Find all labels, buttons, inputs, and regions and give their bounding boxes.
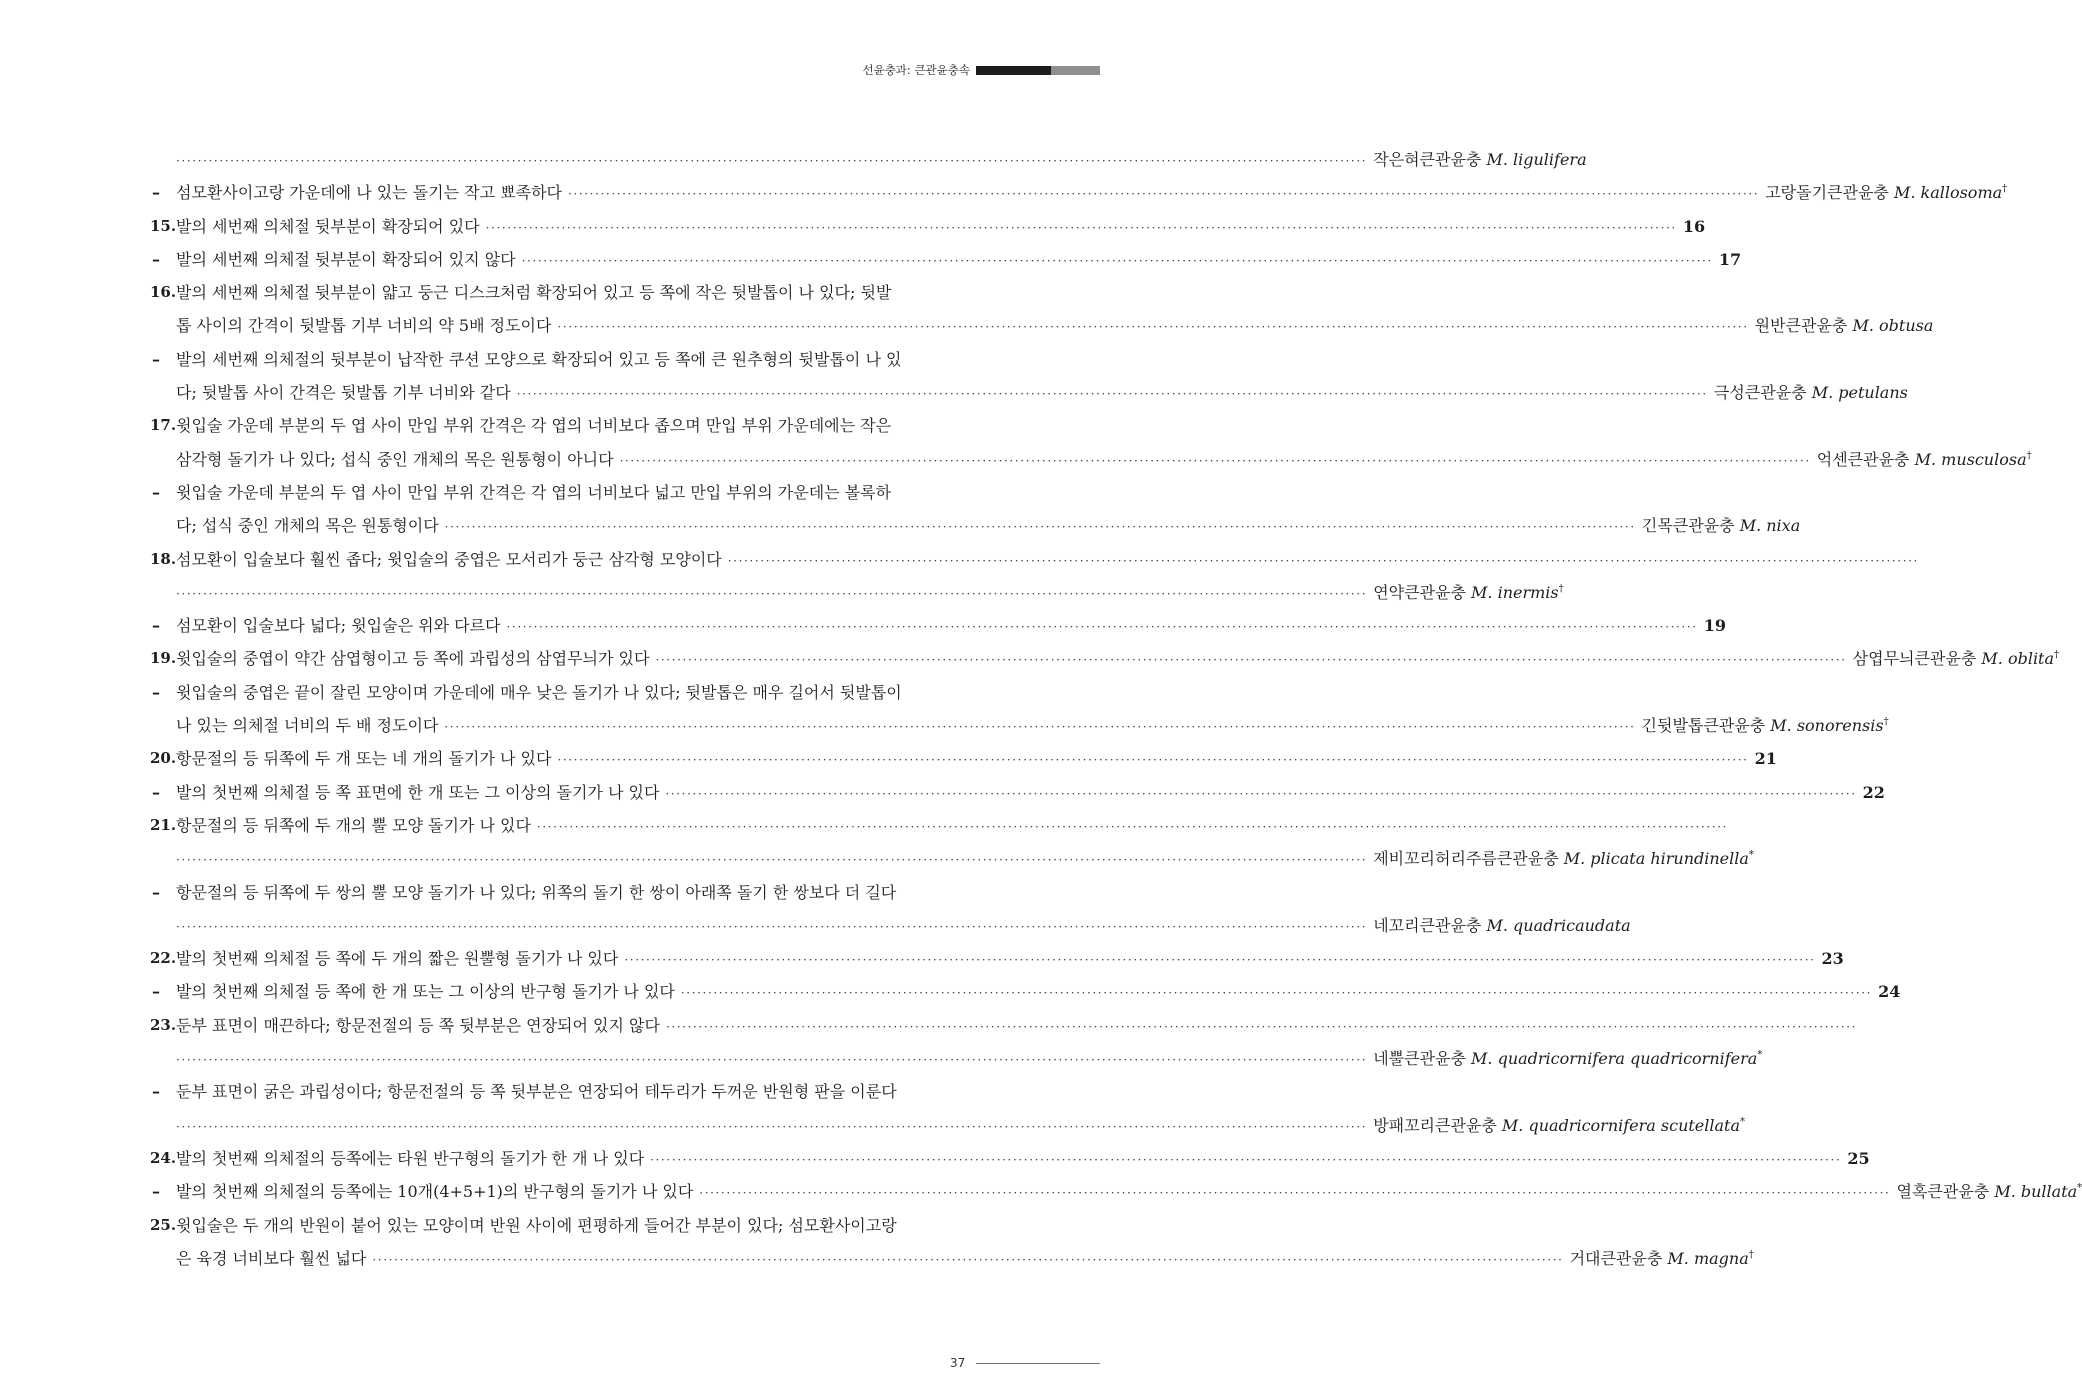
scientific-name: M. plicata hirundinella bbox=[1563, 849, 1749, 869]
key-text: 윗입술은 두 개의 반원이 붙어 있는 모양이며 반원 사이에 편평하게 들어간 부분이 있다; 섬모환사이고랑 bbox=[176, 1215, 897, 1235]
key-line bbox=[150, 276, 976, 309]
leader-dots: ···························································································································································································································· bbox=[516, 387, 1708, 402]
species-result bbox=[1765, 176, 2007, 209]
key-line bbox=[150, 576, 1564, 609]
page-number: 37 bbox=[950, 1356, 966, 1370]
leader-dots: ···························································································································································································································· bbox=[444, 720, 1636, 735]
key-text: 섬모환이 입술보다 훨씬 좁다; 윗입술의 중엽은 모서리가 둥근 삼각형 모양이다 bbox=[176, 549, 722, 569]
key-text: 발의 세번째 의체절 뒷부분이 확장되어 있지 않다 bbox=[176, 249, 516, 269]
key-line bbox=[150, 1209, 976, 1242]
leader-dots: ···························································································································································································································· bbox=[521, 253, 1713, 268]
scientific-name: M. kallosoma bbox=[1893, 183, 2003, 203]
status-mark: * bbox=[1748, 849, 1754, 861]
scientific-name: M. ligulifera bbox=[1486, 150, 1587, 169]
couplet-alt-marker: – bbox=[152, 782, 160, 802]
key-line bbox=[150, 609, 1726, 642]
couplet-link: 19 bbox=[1703, 616, 1726, 636]
key-line bbox=[150, 1109, 1746, 1142]
couplet-alt-marker: – bbox=[152, 982, 160, 1002]
leader-dots: ···························································································································································································································· bbox=[624, 953, 1816, 968]
key-line bbox=[150, 776, 1885, 809]
couplet-number: 19. bbox=[150, 649, 177, 668]
couplet-number: 25. bbox=[150, 1215, 177, 1234]
key-line bbox=[150, 909, 1631, 942]
couplet-number: 15. bbox=[150, 216, 177, 235]
couplet-link: 17 bbox=[1718, 249, 1742, 269]
scientific-name: M. petulans bbox=[1811, 383, 1908, 403]
couplet-link: 24 bbox=[1878, 982, 1901, 1002]
key-line bbox=[150, 1142, 1870, 1175]
key-text: 발의 세번째 의체절 뒷부분이 확장되어 있다 bbox=[176, 216, 480, 236]
key-text: 항문절의 등 뒤쪽에 두 개 또는 네 개의 돌기가 나 있다 bbox=[176, 749, 552, 769]
key-text: 발의 첫번째 의체절 등 쪽에 두 개의 짧은 원뿔형 돌기가 나 있다 bbox=[176, 949, 619, 969]
couplet-number: 21. bbox=[150, 815, 177, 834]
leader-dots: ···························································································································································································································· bbox=[568, 187, 1760, 202]
leader-dots: ···························································································································································································································· bbox=[655, 653, 1847, 668]
couplet-link: 16 bbox=[1682, 216, 1706, 236]
species-result bbox=[1373, 1042, 1762, 1075]
couplet-alt-marker: – bbox=[152, 882, 160, 902]
korean-name: 열혹큰관윤충 bbox=[1896, 1182, 1995, 1202]
key-line bbox=[150, 243, 1742, 276]
leader-dots: ···························································································································································································································· bbox=[536, 819, 1729, 834]
leader-dots: ···························································································································································································································· bbox=[680, 986, 1873, 1001]
key-line bbox=[150, 1242, 1754, 1275]
couplet-number: 16. bbox=[150, 283, 177, 302]
species-result bbox=[1755, 309, 1934, 342]
footer-rule bbox=[976, 1363, 1100, 1364]
species-result bbox=[1570, 1242, 1754, 1275]
korean-name: 긴뒷발톱큰관윤충 bbox=[1641, 716, 1771, 736]
species-result bbox=[1373, 909, 1630, 942]
leader-dots: ···························································································································································································································· bbox=[176, 1053, 1368, 1068]
key-line bbox=[150, 176, 2008, 209]
couplet-alt-marker: – bbox=[152, 682, 160, 702]
species-result bbox=[1896, 1175, 2082, 1208]
key-text: 항문절의 등 뒤쪽에 두 쌍의 뿔 모양 돌기가 나 있다; 위쪽의 돌기 한 쌍이 아래쪽 돌기 한 쌍보다 더 길다 bbox=[176, 882, 897, 902]
scientific-name: M. quadricornifera quadricornifera bbox=[1471, 1049, 1758, 1069]
key-text: 발의 첫번째 의체절 등 쪽에 한 개 또는 그 이상의 반구형 돌기가 나 있다 bbox=[176, 982, 675, 1002]
key-line bbox=[150, 709, 1889, 742]
key-line bbox=[150, 343, 976, 376]
running-header bbox=[0, 62, 1100, 78]
korean-name: 억센큰관윤충 bbox=[1816, 449, 1915, 469]
key-line bbox=[150, 1075, 976, 1108]
korean-name: 제비꼬리허리주름큰관윤충 bbox=[1373, 849, 1564, 869]
key-line bbox=[150, 876, 976, 909]
leader-dots: ···························································································································································································································· bbox=[176, 919, 1368, 934]
key-line bbox=[150, 942, 1844, 975]
korean-name: 방패꼬리큰관윤충 bbox=[1373, 1115, 1502, 1135]
status-mark: * bbox=[1757, 1049, 1763, 1061]
key-text: 섬모환사이고랑 가운데에 나 있는 돌기는 작고 뾰족하다 bbox=[176, 183, 563, 203]
leader-dots: ···························································································································································································································· bbox=[506, 620, 1698, 635]
leader-dots: ···························································································································································································································· bbox=[619, 453, 1811, 468]
key-text: 나 있는 의체절 너비의 두 배 정도이다 bbox=[176, 716, 439, 736]
couplet-number: 23. bbox=[150, 1015, 177, 1034]
leader-dots: ···························································································································································································································· bbox=[176, 1119, 1368, 1134]
leader-dots: ···························································································································································································································· bbox=[557, 753, 1749, 768]
status-mark: † bbox=[1883, 716, 1889, 728]
couplet-alt-marker: – bbox=[152, 482, 160, 502]
status-mark: † bbox=[1558, 583, 1564, 595]
leader-dots: ···························································································································································································································· bbox=[665, 786, 1857, 801]
species-result bbox=[1817, 443, 2032, 476]
couplet-alt-marker: – bbox=[152, 249, 160, 269]
key-line bbox=[150, 1009, 1858, 1042]
key-line bbox=[150, 143, 1587, 176]
leader-dots: ···························································································································································································································· bbox=[485, 220, 1677, 235]
scientific-name: M. bullata bbox=[1994, 1182, 2078, 1202]
species-result bbox=[1853, 642, 2059, 675]
key-line bbox=[150, 476, 976, 509]
status-mark: † bbox=[2026, 450, 2032, 462]
korean-name: 고랑돌기큰관윤충 bbox=[1765, 183, 1894, 203]
key-text: 은 육경 너비보다 훨씬 넓다 bbox=[176, 1248, 367, 1268]
couplet-number: 22. bbox=[150, 949, 177, 968]
key-line bbox=[150, 842, 1754, 875]
key-line bbox=[150, 975, 1901, 1008]
key-text: 발의 세번째 의체절 뒷부분이 얇고 둥근 디스크처럼 확장되어 있고 등 쪽에 작은 뒷발톱이 나 있다; 뒷발 bbox=[176, 283, 892, 303]
key-line bbox=[150, 1175, 2082, 1208]
key-line bbox=[150, 210, 1706, 243]
korean-name: 연약큰관윤충 bbox=[1373, 582, 1472, 602]
species-result bbox=[1714, 376, 1908, 409]
key-text: 둔부 표면이 매끈하다; 항문전절의 등 쪽 뒷부분은 연장되어 있지 않다 bbox=[176, 1015, 660, 1035]
couplet-alt-marker: – bbox=[152, 183, 160, 203]
key-text: 다; 뒷발톱 사이 간격은 뒷발톱 기부 너비와 같다 bbox=[176, 383, 511, 403]
header-title: 선윤충과: 큰관윤충속 bbox=[862, 63, 970, 77]
couplet-number: 20. bbox=[150, 749, 177, 768]
species-result bbox=[1373, 576, 1563, 609]
leader-dots: ···························································································································································································································· bbox=[372, 1252, 1564, 1267]
species-result bbox=[1373, 1109, 1745, 1142]
couplet-number: 24. bbox=[150, 1148, 177, 1167]
korean-name: 네뿔큰관윤충 bbox=[1373, 1049, 1472, 1069]
couplet-link: 22 bbox=[1862, 782, 1885, 802]
leader-dots: ···························································································································································································································· bbox=[176, 586, 1368, 601]
status-mark: * bbox=[1740, 1116, 1746, 1128]
key-text: 삼각형 돌기가 나 있다; 섭식 중인 개체의 목은 원통형이 아니다 bbox=[176, 449, 614, 469]
scientific-name: M. magna bbox=[1667, 1248, 1749, 1268]
leader-dots: ···························································································································································································································· bbox=[699, 1186, 1891, 1201]
status-mark: * bbox=[2077, 1182, 2082, 1194]
species-result bbox=[1373, 842, 1754, 875]
key-text: 발의 첫번째 의체절 등 쪽 표면에 한 개 또는 그 이상의 돌기가 나 있다 bbox=[176, 782, 660, 802]
korean-name: 삼엽무늬큰관윤충 bbox=[1852, 649, 1982, 669]
status-mark: † bbox=[2054, 650, 2060, 662]
scientific-name: M. obtusa bbox=[1852, 316, 1934, 336]
key-text: 톱 사이의 간격이 뒷발톱 기부 너비의 약 5배 정도이다 bbox=[176, 316, 552, 336]
leader-dots: ···························································································································································································································· bbox=[557, 320, 1749, 335]
key-line bbox=[150, 809, 1729, 842]
couplet-alt-marker: – bbox=[152, 1082, 160, 1102]
couplet-alt-marker: – bbox=[152, 1182, 160, 1202]
key-line bbox=[150, 309, 1934, 342]
scientific-name: M. oblita bbox=[1981, 649, 2055, 669]
species-result bbox=[1642, 709, 1889, 742]
couplet-link: 23 bbox=[1821, 949, 1844, 969]
scientific-name: M. quadricaudata bbox=[1486, 915, 1631, 935]
leader-dots: ···························································································································································································································· bbox=[727, 553, 1919, 568]
key-line bbox=[150, 543, 1919, 576]
leader-dots: ···························································································································································································································· bbox=[176, 853, 1368, 868]
couplet-number: 17. bbox=[150, 416, 177, 435]
leader-dots: ···························································································································································································································· bbox=[650, 1152, 1842, 1167]
korean-name: 네꼬리큰관윤충 bbox=[1373, 915, 1487, 935]
leader-dots: ···························································································································································································································· bbox=[444, 520, 1636, 535]
key-text: 발의 첫번째 의체절의 등쪽에는 10개(4+5+1)의 반구형의 돌기가 나 있다 bbox=[176, 1182, 694, 1202]
key-text: 둔부 표면이 굵은 과립성이다; 항문전절의 등 쪽 뒷부분은 연장되어 테두리가 두꺼운 반원형 판을 이룬다 bbox=[176, 1082, 897, 1102]
key-line bbox=[150, 1042, 1763, 1075]
korean-name: 극성큰관윤충 bbox=[1713, 383, 1812, 403]
leader-dots: ···························································································································································································································· bbox=[176, 154, 1368, 168]
korean-name: 긴목큰관윤충 bbox=[1641, 516, 1740, 536]
key-text: 윗입술의 중엽은 끝이 잘린 모양이며 가운데에 매우 낮은 돌기가 나 있다; 뒷발톱은 매우 길어서 뒷발톱이 bbox=[176, 682, 902, 702]
couplet-alt-marker: – bbox=[152, 616, 160, 636]
key-line bbox=[150, 676, 976, 709]
status-mark: † bbox=[2002, 183, 2008, 195]
scientific-name: M. quadricornifera scutellata bbox=[1501, 1115, 1741, 1135]
key-line bbox=[150, 376, 1908, 409]
couplet-number: 18. bbox=[150, 549, 177, 568]
header-bar-gray bbox=[1051, 66, 1100, 75]
key-text: 윗입술 가운데 부분의 두 엽 사이 만입 부위 간격은 각 엽의 너비보다 좁으며 만입 부위 가운데에는 작은 bbox=[176, 416, 892, 436]
korean-name: 작은혀큰관윤충 bbox=[1373, 150, 1487, 169]
identification-key bbox=[150, 143, 2082, 1275]
key-text: 윗입술의 중엽이 약간 삼엽형이고 등 쪽에 과립성의 삼엽무늬가 있다 bbox=[176, 649, 650, 669]
key-text: 윗입술 가운데 부분의 두 엽 사이 만입 부위 간격은 각 엽의 너비보다 넓고 만입 부위의 가운데는 볼록하 bbox=[176, 482, 892, 502]
scientific-name: M. nixa bbox=[1739, 516, 1801, 536]
key-line bbox=[150, 509, 1801, 542]
scientific-name: M. sonorensis bbox=[1770, 716, 1884, 736]
couplet-alt-marker: – bbox=[152, 349, 160, 369]
scientific-name: M. musculosa bbox=[1914, 449, 2027, 469]
scientific-name: M. inermis bbox=[1471, 582, 1559, 602]
leader-dots: ···························································································································································································································· bbox=[665, 1019, 1858, 1034]
key-line bbox=[150, 742, 1777, 775]
header-bar-dark bbox=[976, 66, 1051, 75]
couplet-link: 25 bbox=[1847, 1148, 1870, 1168]
species-result bbox=[1373, 143, 1586, 176]
key-text: 다; 섭식 중인 개체의 목은 원통형이다 bbox=[176, 516, 439, 536]
key-text: 발의 첫번째 의체절의 등쪽에는 타원 반구형의 돌기가 한 개 나 있다 bbox=[176, 1148, 645, 1168]
key-line bbox=[150, 443, 2032, 476]
couplet-link: 21 bbox=[1754, 749, 1777, 769]
key-text: 항문절의 등 뒤쪽에 두 개의 뿔 모양 돌기가 나 있다 bbox=[176, 815, 531, 835]
korean-name: 거대큰관윤충 bbox=[1569, 1248, 1668, 1268]
species-result bbox=[1642, 509, 1800, 542]
key-text: 섬모환이 입술보다 넓다; 윗입술은 위와 다르다 bbox=[176, 616, 501, 636]
key-line bbox=[150, 642, 2060, 675]
key-text: 발의 세번째 의체절의 뒷부분이 납작한 쿠션 모양으로 확장되어 있고 등 쪽에 큰 원추형의 뒷발톱이 나 있 bbox=[176, 349, 902, 369]
status-mark: † bbox=[1748, 1249, 1754, 1261]
key-line bbox=[150, 409, 976, 442]
korean-name: 원반큰관윤충 bbox=[1754, 316, 1853, 336]
